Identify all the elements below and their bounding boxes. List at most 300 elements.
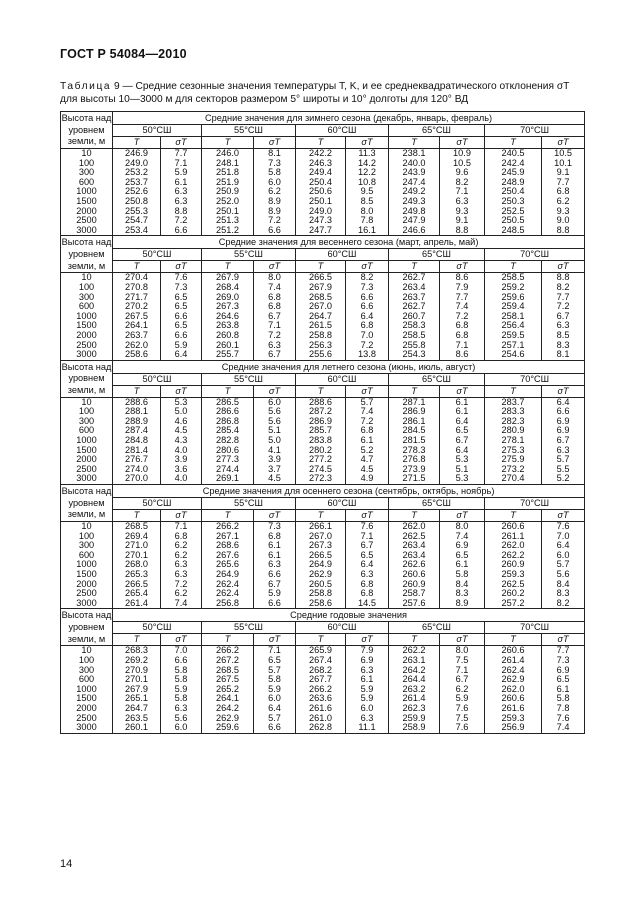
latitude-header: 50°СШ bbox=[113, 373, 202, 385]
symbol-header-row bbox=[61, 261, 585, 273]
sigma-value: 5.7 bbox=[346, 397, 389, 407]
temperature-value: 267.3 bbox=[202, 302, 254, 312]
height-value: 3000 bbox=[61, 599, 113, 609]
latitude-header: 55°СШ bbox=[202, 498, 296, 510]
document-standard-header: ГОСТ Р 54084—2010 bbox=[60, 47, 187, 61]
temperature-value: 268.5 bbox=[113, 522, 161, 532]
latitude-header: 65°СШ bbox=[389, 373, 485, 385]
temperature-value: 274.4 bbox=[202, 465, 254, 475]
temperature-symbol: T bbox=[113, 137, 161, 149]
temperature-value: 242.2 bbox=[296, 149, 346, 159]
sigma-value: 6.8 bbox=[346, 589, 389, 599]
sigma-value: 6.1 bbox=[440, 397, 485, 407]
temperature-symbol: T bbox=[113, 510, 161, 522]
sigma-value: 6.0 bbox=[254, 694, 296, 704]
sigma-value: 7.1 bbox=[161, 159, 202, 169]
temperature-value: 265.4 bbox=[113, 589, 161, 599]
sigma-value: 6.6 bbox=[254, 599, 296, 609]
temperature-value: 261.5 bbox=[296, 321, 346, 331]
sigma-value: 7.8 bbox=[346, 216, 389, 226]
sigma-value: 5.6 bbox=[161, 714, 202, 724]
temperature-value: 267.9 bbox=[113, 685, 161, 695]
table-row bbox=[61, 446, 585, 456]
temperature-value: 267.5 bbox=[202, 675, 254, 685]
sigma-value: 5.9 bbox=[346, 685, 389, 695]
latitude-header: 60°СШ bbox=[296, 373, 389, 385]
temperature-value: 260.5 bbox=[296, 580, 346, 590]
sigma-value: 6.7 bbox=[440, 436, 485, 446]
temperature-value: 263.7 bbox=[113, 331, 161, 341]
sigma-value: 7.6 bbox=[161, 273, 202, 283]
sigma-value: 6.6 bbox=[254, 226, 296, 236]
temperature-value: 261.1 bbox=[485, 532, 542, 542]
latitude-header: 50°СШ bbox=[113, 498, 202, 510]
temperature-value: 262.2 bbox=[485, 551, 542, 561]
temperature-value: 246.9 bbox=[113, 149, 161, 159]
sigma-value: 5.6 bbox=[542, 570, 585, 580]
sigma-value: 6.6 bbox=[161, 331, 202, 341]
temperature-value: 265.6 bbox=[202, 560, 254, 570]
sigma-value: 9.6 bbox=[440, 168, 485, 178]
table-row bbox=[61, 273, 585, 283]
sigma-symbol: σT bbox=[346, 634, 389, 646]
sigma-value: 5.9 bbox=[161, 168, 202, 178]
sigma-value: 6.4 bbox=[346, 560, 389, 570]
sigma-value: 7.7 bbox=[542, 178, 585, 188]
temperature-value: 256.9 bbox=[485, 723, 542, 733]
latitude-header: 55°СШ bbox=[202, 125, 296, 137]
temperature-value: 267.5 bbox=[113, 312, 161, 322]
sigma-symbol: σT bbox=[254, 261, 296, 273]
temperature-value: 286.5 bbox=[202, 397, 254, 407]
temperature-value: 260.6 bbox=[485, 646, 542, 656]
table-row bbox=[61, 714, 585, 724]
latitude-header: 70°СШ bbox=[485, 373, 585, 385]
temperature-value: 250.3 bbox=[485, 197, 542, 207]
sigma-value: 5.1 bbox=[254, 426, 296, 436]
height-value: 2000 bbox=[61, 207, 113, 217]
height-value: 600 bbox=[61, 426, 113, 436]
temperature-value: 257.1 bbox=[485, 341, 542, 351]
temperature-value: 270.0 bbox=[113, 474, 161, 484]
height-value: 3000 bbox=[61, 226, 113, 236]
table-row bbox=[61, 541, 585, 551]
sigma-value: 6.7 bbox=[254, 312, 296, 322]
temperature-value: 260.7 bbox=[389, 312, 440, 322]
height-value: 2000 bbox=[61, 331, 113, 341]
latitude-header: 50°СШ bbox=[113, 249, 202, 261]
temperature-value: 262.6 bbox=[389, 560, 440, 570]
season-title: Средние значения для летнего сезона (июнь, июль, август) bbox=[113, 360, 585, 373]
temperature-value: 248.1 bbox=[202, 159, 254, 169]
temperature-value: 267.6 bbox=[202, 551, 254, 561]
temperature-value: 261.0 bbox=[296, 714, 346, 724]
temperature-value: 259.6 bbox=[485, 293, 542, 303]
sigma-value: 8.5 bbox=[346, 197, 389, 207]
temperature-value: 278.1 bbox=[485, 436, 542, 446]
sigma-value: 3.9 bbox=[254, 455, 296, 465]
height-column-header: Высота над уровнем земли, м bbox=[61, 609, 113, 646]
temperature-value: 265.1 bbox=[113, 694, 161, 704]
sigma-value: 5.9 bbox=[254, 589, 296, 599]
height-value: 1000 bbox=[61, 560, 113, 570]
temperature-value: 262.0 bbox=[485, 541, 542, 551]
height-column-header: Высота над уровнем земли, м bbox=[61, 112, 113, 149]
sigma-value: 6.5 bbox=[161, 321, 202, 331]
sigma-value: 8.3 bbox=[542, 589, 585, 599]
height-value: 300 bbox=[61, 417, 113, 427]
temperature-value: 288.9 bbox=[113, 417, 161, 427]
sigma-symbol: σT bbox=[161, 510, 202, 522]
sigma-value: 6.5 bbox=[346, 551, 389, 561]
temperature-symbol: T bbox=[485, 385, 542, 397]
temperature-value: 260.1 bbox=[202, 341, 254, 351]
temperature-value: 265.9 bbox=[296, 646, 346, 656]
temperature-value: 249.0 bbox=[113, 159, 161, 169]
sigma-value: 6.3 bbox=[440, 197, 485, 207]
temperature-value: 249.0 bbox=[296, 207, 346, 217]
sigma-value: 6.5 bbox=[254, 656, 296, 666]
sigma-value: 6.8 bbox=[346, 426, 389, 436]
temperature-value: 283.8 bbox=[296, 436, 346, 446]
sigma-symbol: σT bbox=[161, 137, 202, 149]
sigma-value: 8.8 bbox=[542, 273, 585, 283]
sigma-value: 8.9 bbox=[254, 207, 296, 217]
temperature-table bbox=[60, 111, 585, 734]
temperature-value: 281.5 bbox=[389, 436, 440, 446]
sigma-symbol: σT bbox=[440, 137, 485, 149]
symbol-header-row bbox=[61, 385, 585, 397]
sigma-value: 6.1 bbox=[440, 407, 485, 417]
temperature-symbol: T bbox=[389, 510, 440, 522]
sigma-value: 6.3 bbox=[542, 321, 585, 331]
sigma-value: 6.7 bbox=[440, 675, 485, 685]
sigma-value: 7.3 bbox=[161, 283, 202, 293]
height-value: 600 bbox=[61, 178, 113, 188]
table-row bbox=[61, 455, 585, 465]
sigma-value: 7.2 bbox=[346, 417, 389, 427]
sigma-value: 6.1 bbox=[346, 675, 389, 685]
sigma-value: 7.1 bbox=[346, 532, 389, 542]
temperature-value: 280.9 bbox=[485, 426, 542, 436]
table-row bbox=[61, 207, 585, 217]
temperature-value: 266.5 bbox=[296, 273, 346, 283]
temperature-value: 270.4 bbox=[113, 273, 161, 283]
sigma-symbol: σT bbox=[346, 385, 389, 397]
sigma-value: 6.4 bbox=[542, 541, 585, 551]
sigma-value: 6.4 bbox=[440, 446, 485, 456]
temperature-value: 256.8 bbox=[202, 599, 254, 609]
height-value: 1000 bbox=[61, 312, 113, 322]
table-row bbox=[61, 293, 585, 303]
sigma-value: 8.3 bbox=[542, 341, 585, 351]
height-value: 1000 bbox=[61, 685, 113, 695]
temperature-value: 266.2 bbox=[202, 522, 254, 532]
latitude-header: 55°СШ bbox=[202, 249, 296, 261]
sigma-value: 7.4 bbox=[542, 723, 585, 733]
temperature-value: 254.6 bbox=[485, 350, 542, 360]
temperature-value: 253.7 bbox=[113, 178, 161, 188]
sigma-value: 6.0 bbox=[161, 723, 202, 733]
height-value: 1500 bbox=[61, 321, 113, 331]
temperature-value: 252.6 bbox=[113, 187, 161, 197]
temperature-value: 259.3 bbox=[485, 570, 542, 580]
temperature-table-container bbox=[60, 111, 584, 734]
sigma-value: 5.8 bbox=[254, 168, 296, 178]
sigma-value: 8.8 bbox=[542, 226, 585, 236]
temperature-value: 257.2 bbox=[485, 599, 542, 609]
height-value: 2500 bbox=[61, 589, 113, 599]
sigma-value: 7.4 bbox=[346, 407, 389, 417]
sigma-symbol: σT bbox=[440, 385, 485, 397]
sigma-value: 6.1 bbox=[254, 541, 296, 551]
sigma-value: 14.5 bbox=[346, 599, 389, 609]
sigma-value: 4.6 bbox=[161, 417, 202, 427]
temperature-value: 262.4 bbox=[485, 666, 542, 676]
season-header-row bbox=[61, 360, 585, 373]
temperature-symbol: T bbox=[202, 634, 254, 646]
temperature-value: 259.4 bbox=[485, 302, 542, 312]
temperature-value: 247.7 bbox=[296, 226, 346, 236]
latitude-header: 65°СШ bbox=[389, 125, 485, 137]
temperature-value: 256.4 bbox=[485, 321, 542, 331]
sigma-value: 6.3 bbox=[542, 446, 585, 456]
temperature-value: 261.6 bbox=[485, 704, 542, 714]
sigma-value: 5.0 bbox=[161, 407, 202, 417]
table-row bbox=[61, 149, 585, 159]
sigma-value: 6.7 bbox=[542, 436, 585, 446]
sigma-value: 8.1 bbox=[542, 350, 585, 360]
sigma-value: 12.2 bbox=[346, 168, 389, 178]
sigma-value: 6.2 bbox=[161, 541, 202, 551]
table-row bbox=[61, 580, 585, 590]
sigma-value: 10.9 bbox=[440, 149, 485, 159]
temperature-value: 283.7 bbox=[485, 397, 542, 407]
sigma-value: 6.6 bbox=[346, 302, 389, 312]
temperature-value: 263.7 bbox=[389, 293, 440, 303]
sigma-value: 6.6 bbox=[254, 723, 296, 733]
temperature-value: 270.8 bbox=[113, 283, 161, 293]
sigma-value: 6.9 bbox=[346, 656, 389, 666]
sigma-value: 5.9 bbox=[161, 685, 202, 695]
sigma-value: 7.2 bbox=[161, 216, 202, 226]
sigma-value: 5.7 bbox=[254, 714, 296, 724]
height-value: 1500 bbox=[61, 446, 113, 456]
table-row bbox=[61, 704, 585, 714]
latitude-header: 70°СШ bbox=[485, 498, 585, 510]
sigma-value: 7.2 bbox=[440, 312, 485, 322]
sigma-symbol: σT bbox=[542, 385, 585, 397]
temperature-value: 271.7 bbox=[113, 293, 161, 303]
temperature-value: 246.3 bbox=[296, 159, 346, 169]
temperature-value: 252.0 bbox=[202, 197, 254, 207]
sigma-value: 6.0 bbox=[346, 704, 389, 714]
temperature-value: 285.4 bbox=[202, 426, 254, 436]
temperature-value: 259.6 bbox=[202, 723, 254, 733]
height-value: 1500 bbox=[61, 694, 113, 704]
sigma-value: 7.1 bbox=[161, 522, 202, 532]
season-title: Средние годовые значения bbox=[113, 609, 585, 622]
temperature-value: 261.4 bbox=[113, 599, 161, 609]
sigma-value: 7.6 bbox=[542, 714, 585, 724]
temperature-value: 273.2 bbox=[485, 465, 542, 475]
temperature-value: 273.9 bbox=[389, 465, 440, 475]
height-value: 600 bbox=[61, 675, 113, 685]
sigma-value: 5.8 bbox=[440, 570, 485, 580]
temperature-value: 262.2 bbox=[389, 646, 440, 656]
temperature-value: 253.4 bbox=[113, 226, 161, 236]
symbol-header-row bbox=[61, 634, 585, 646]
table-row bbox=[61, 656, 585, 666]
temperature-value: 268.2 bbox=[296, 666, 346, 676]
temperature-value: 258.6 bbox=[113, 350, 161, 360]
sigma-value: 9.3 bbox=[542, 207, 585, 217]
temperature-value: 260.6 bbox=[485, 522, 542, 532]
temperature-value: 261.4 bbox=[485, 656, 542, 666]
temperature-value: 250.4 bbox=[485, 187, 542, 197]
sigma-symbol: σT bbox=[542, 510, 585, 522]
height-column-header: Высота над уровнем земли, м bbox=[61, 360, 113, 397]
sigma-value: 7.5 bbox=[440, 656, 485, 666]
sigma-value: 6.1 bbox=[254, 551, 296, 561]
sigma-value: 7.0 bbox=[542, 532, 585, 542]
temperature-symbol: T bbox=[296, 137, 346, 149]
temperature-value: 267.3 bbox=[296, 541, 346, 551]
sigma-symbol: σT bbox=[161, 634, 202, 646]
sigma-value: 9.1 bbox=[542, 168, 585, 178]
temperature-value: 258.5 bbox=[389, 331, 440, 341]
temperature-value: 249.8 bbox=[389, 207, 440, 217]
sigma-value: 8.4 bbox=[542, 580, 585, 590]
height-value: 3000 bbox=[61, 474, 113, 484]
temperature-value: 250.9 bbox=[202, 187, 254, 197]
temperature-value: 264.1 bbox=[202, 694, 254, 704]
height-value: 3000 bbox=[61, 350, 113, 360]
temperature-symbol: T bbox=[389, 261, 440, 273]
temperature-value: 261.6 bbox=[296, 704, 346, 714]
height-column-header: Высота над уровнем земли, м bbox=[61, 236, 113, 273]
sigma-value: 9.1 bbox=[440, 216, 485, 226]
temperature-value: 277.2 bbox=[296, 455, 346, 465]
latitude-header: 50°СШ bbox=[113, 125, 202, 137]
table-row bbox=[61, 331, 585, 341]
temperature-value: 258.1 bbox=[485, 312, 542, 322]
sigma-value: 5.5 bbox=[542, 465, 585, 475]
sigma-value: 8.2 bbox=[542, 283, 585, 293]
temperature-value: 270.2 bbox=[113, 302, 161, 312]
temperature-value: 262.0 bbox=[485, 685, 542, 695]
height-value: 10 bbox=[61, 149, 113, 159]
temperature-value: 263.5 bbox=[113, 714, 161, 724]
sigma-value: 7.4 bbox=[161, 599, 202, 609]
temperature-value: 245.9 bbox=[485, 168, 542, 178]
sigma-value: 5.3 bbox=[440, 455, 485, 465]
sigma-value: 7.6 bbox=[440, 704, 485, 714]
sigma-symbol: σT bbox=[440, 261, 485, 273]
temperature-value: 284.8 bbox=[113, 436, 161, 446]
height-value: 1000 bbox=[61, 187, 113, 197]
temperature-value: 249.2 bbox=[389, 187, 440, 197]
temperature-value: 267.9 bbox=[296, 283, 346, 293]
latitude-header: 60°СШ bbox=[296, 249, 389, 261]
temperature-symbol: T bbox=[485, 634, 542, 646]
sigma-value: 6.8 bbox=[254, 302, 296, 312]
season-header-row bbox=[61, 485, 585, 498]
table-row bbox=[61, 283, 585, 293]
sigma-value: 6.7 bbox=[254, 580, 296, 590]
temperature-value: 260.9 bbox=[485, 560, 542, 570]
table-row bbox=[61, 168, 585, 178]
temperature-symbol: T bbox=[202, 261, 254, 273]
sigma-value: 9.5 bbox=[346, 187, 389, 197]
sigma-value: 5.8 bbox=[161, 675, 202, 685]
sigma-value: 8.9 bbox=[440, 599, 485, 609]
temperature-value: 271.5 bbox=[389, 474, 440, 484]
sigma-value: 6.5 bbox=[440, 426, 485, 436]
page-number: 14 bbox=[60, 858, 73, 870]
table-row bbox=[61, 302, 585, 312]
temperature-symbol: T bbox=[485, 510, 542, 522]
sigma-value: 6.1 bbox=[346, 436, 389, 446]
sigma-value: 5.9 bbox=[254, 685, 296, 695]
temperature-value: 254.3 bbox=[389, 350, 440, 360]
temperature-value: 269.0 bbox=[202, 293, 254, 303]
table-row bbox=[61, 159, 585, 169]
sigma-value: 11.3 bbox=[346, 149, 389, 159]
latitude-header: 70°СШ bbox=[485, 125, 585, 137]
latitude-header: 65°СШ bbox=[389, 498, 485, 510]
sigma-value: 7.1 bbox=[440, 187, 485, 197]
height-value: 100 bbox=[61, 656, 113, 666]
table-row bbox=[61, 694, 585, 704]
sigma-value: 6.4 bbox=[542, 397, 585, 407]
temperature-value: 264.9 bbox=[296, 560, 346, 570]
temperature-value: 247.4 bbox=[389, 178, 440, 188]
temperature-value: 287.2 bbox=[296, 407, 346, 417]
temperature-value: 248.5 bbox=[485, 226, 542, 236]
height-value: 10 bbox=[61, 273, 113, 283]
sigma-value: 5.6 bbox=[254, 407, 296, 417]
sigma-value: 10.5 bbox=[542, 149, 585, 159]
temperature-value: 266.5 bbox=[113, 580, 161, 590]
height-value: 1500 bbox=[61, 197, 113, 207]
temperature-value: 264.2 bbox=[389, 666, 440, 676]
sigma-value: 8.6 bbox=[440, 273, 485, 283]
temperature-symbol: T bbox=[113, 634, 161, 646]
sigma-value: 5.1 bbox=[440, 465, 485, 475]
sigma-value: 6.4 bbox=[440, 417, 485, 427]
sigma-value: 7.1 bbox=[254, 321, 296, 331]
temperature-value: 280.2 bbox=[296, 446, 346, 456]
table-caption bbox=[60, 80, 580, 106]
height-value: 100 bbox=[61, 407, 113, 417]
temperature-value: 249.4 bbox=[296, 168, 346, 178]
table-row bbox=[61, 397, 585, 407]
sigma-value: 6.6 bbox=[346, 293, 389, 303]
temperature-value: 262.9 bbox=[485, 675, 542, 685]
sigma-symbol: σT bbox=[346, 137, 389, 149]
table-row bbox=[61, 436, 585, 446]
season-title: Средние значения для зимнего сезона (декабрь, январь, февраль) bbox=[113, 112, 585, 125]
latitude-header: 70°СШ bbox=[485, 622, 585, 634]
sigma-value: 7.1 bbox=[440, 341, 485, 351]
latitude-header-row bbox=[61, 125, 585, 137]
table-row bbox=[61, 321, 585, 331]
latitude-header-row bbox=[61, 249, 585, 261]
sigma-value: 5.6 bbox=[254, 417, 296, 427]
sigma-value: 4.5 bbox=[346, 465, 389, 475]
temperature-value: 267.0 bbox=[296, 532, 346, 542]
